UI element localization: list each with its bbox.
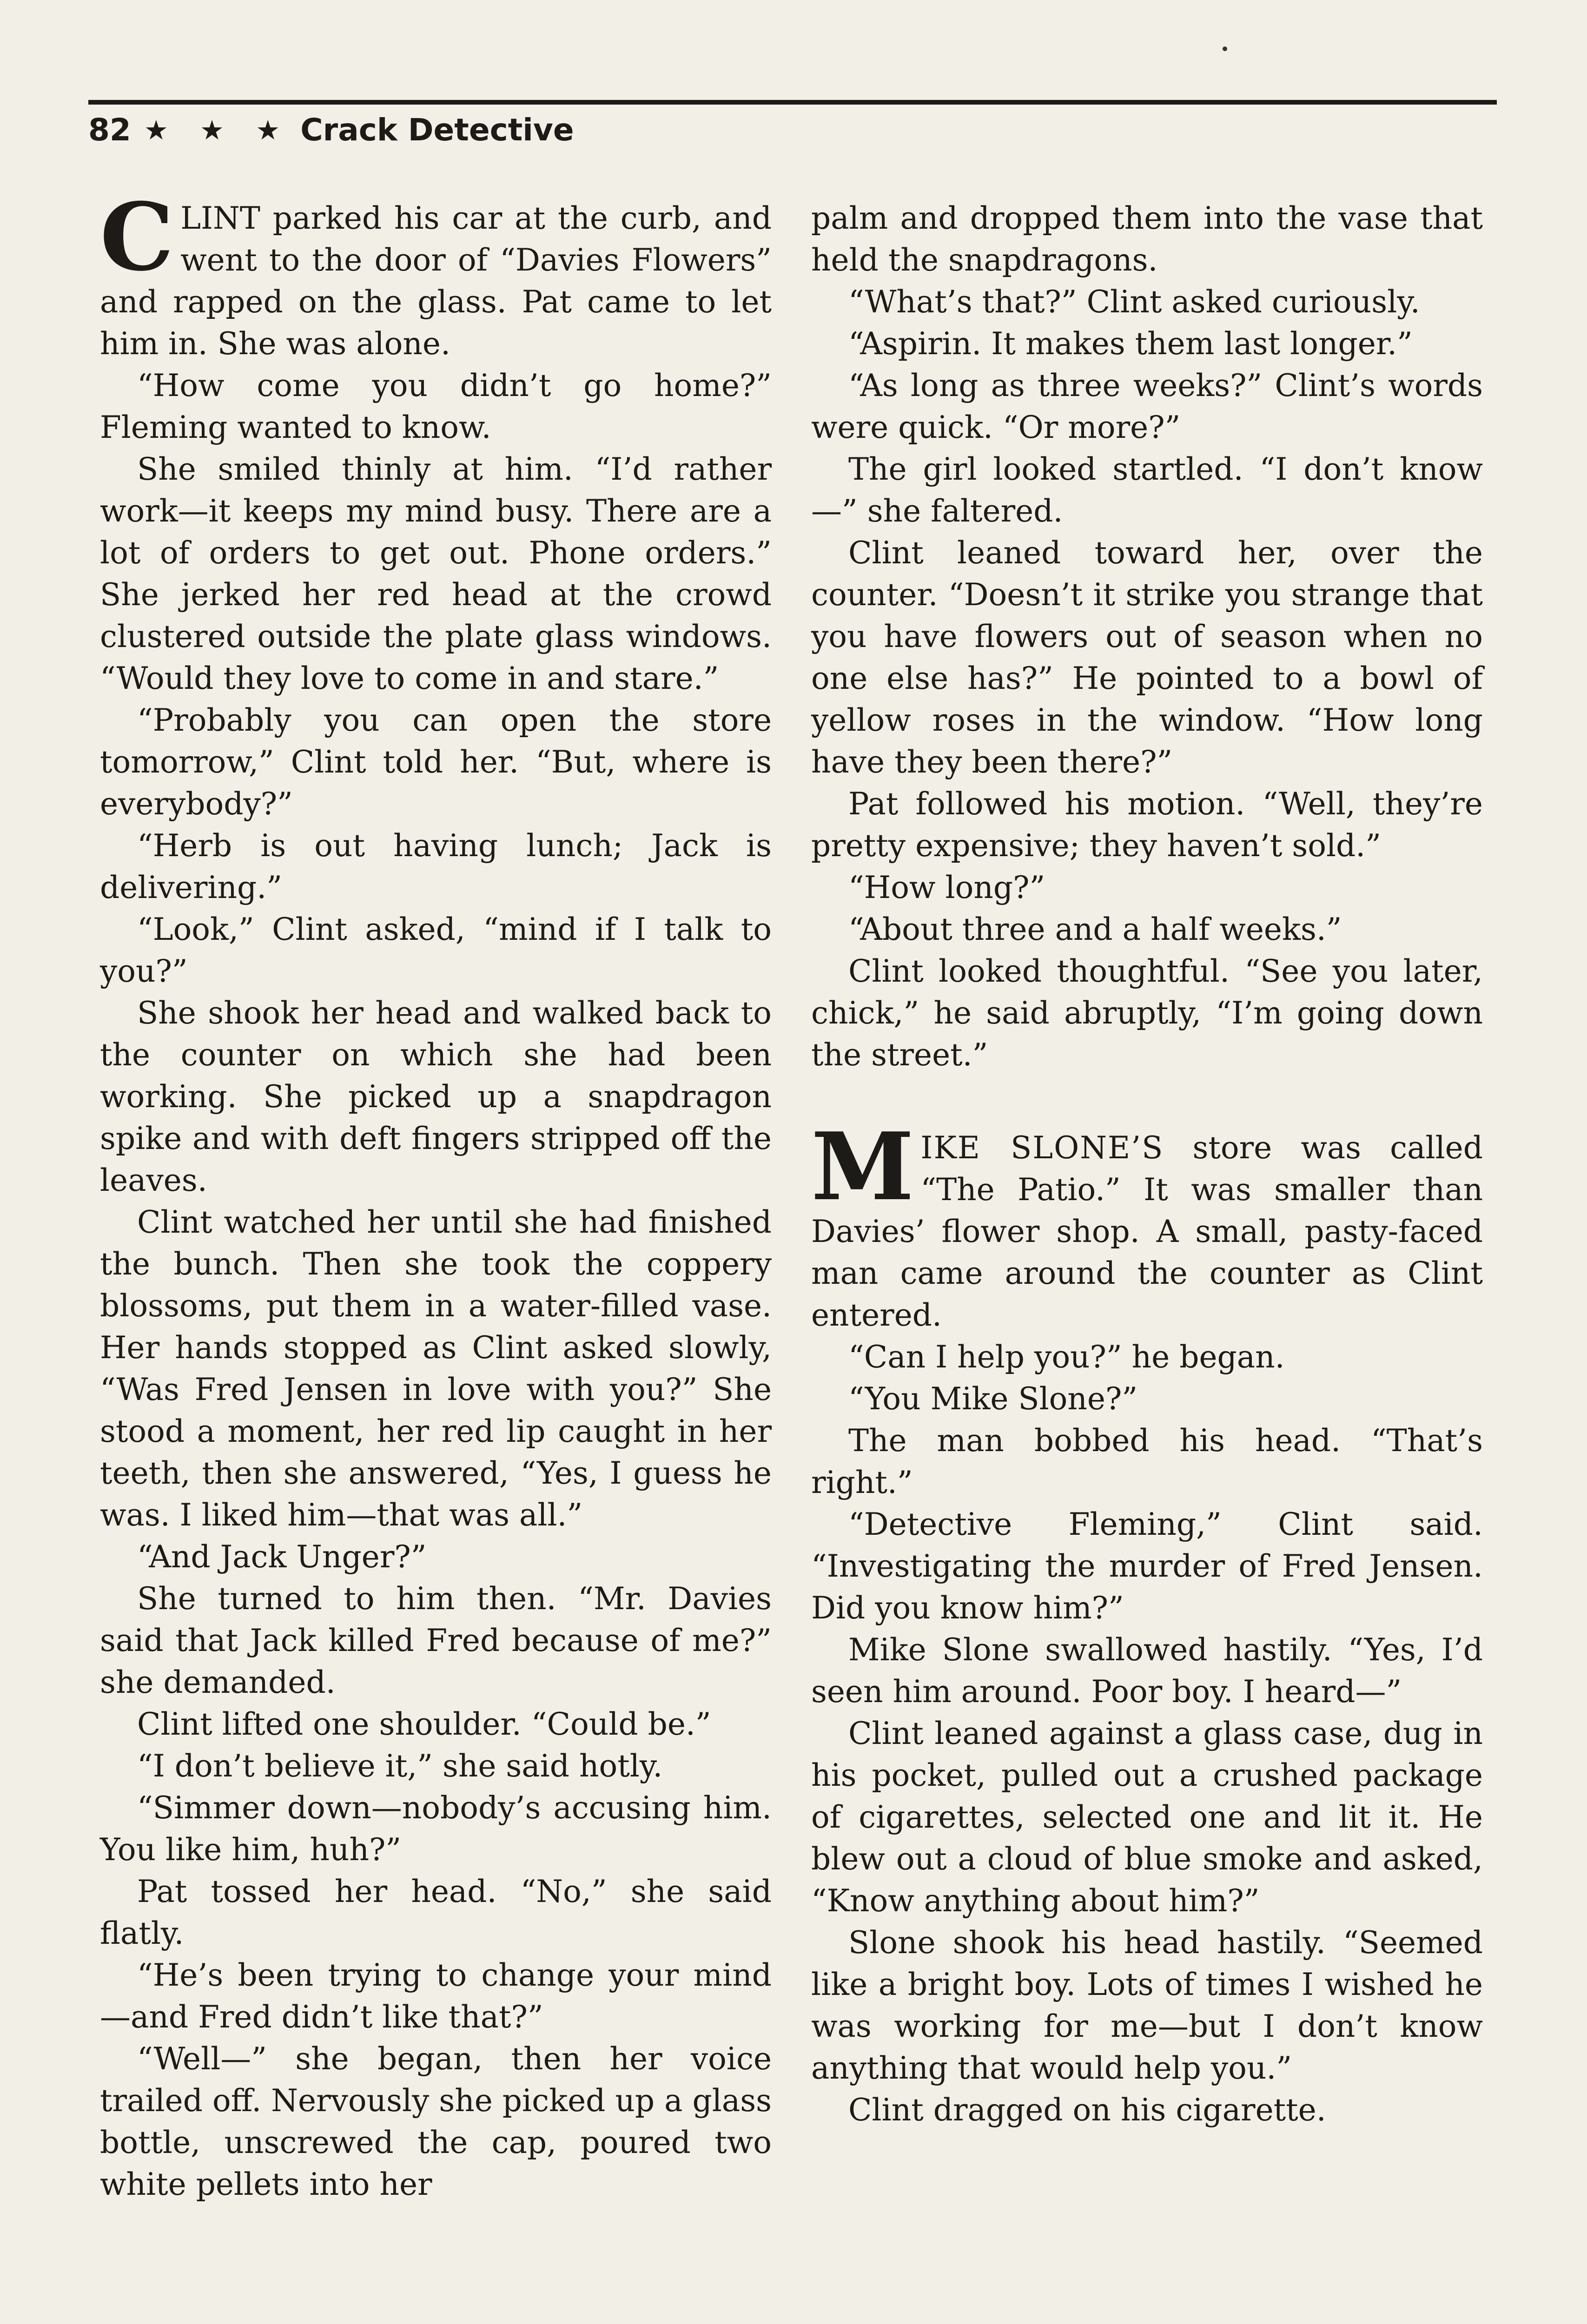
paragraph-text: Mike Slone swallowed hastily. “Yes, I’d seen him around. Poor boy. I heard—” xyxy=(811,1632,1483,1710)
paragraph-text: Pat tossed her head. “No,” she said flatly. xyxy=(100,1874,772,1951)
paragraph xyxy=(811,783,1483,867)
paragraph xyxy=(811,951,1483,1076)
page-number: 82 xyxy=(88,112,131,148)
paragraph xyxy=(100,700,772,825)
paragraph-text: Clint leaned toward her, over the counter. “Doesn’t it strike you strange that you have flowers out of season when no one else has?” He pointed to a bowl of yellow roses in the window. “How long have they been there?” xyxy=(811,535,1483,780)
paragraph-text: store was called “The Patio.” It was smaller than Davies’ flower shop. A small, pasty-faced man came around the counter as Clint entered. xyxy=(811,1130,1483,1333)
paragraph-text: Clint watched her until she had finished the bunch. Then she took the coppery blossoms, put them in a water-filled vase. Her hands stopped as Clint asked slowly, “Was Fred Jensen in love with you?” She stood a moment, her red lip caught in her teeth, then she answered, “Yes, I guess he was. I liked him—that was all.” xyxy=(100,1204,772,1533)
paragraph xyxy=(811,532,1483,783)
paragraph xyxy=(100,1578,772,1703)
paragraph-text: “You Mike Slone?” xyxy=(848,1381,1138,1417)
paragraph xyxy=(811,1336,1483,1378)
paragraph-text: “What’s that?” Clint asked curiously. xyxy=(848,284,1420,320)
paragraph-text: She turned to him then. “Mr. Davies said that Jack killed Fred because of me?” she demanded. xyxy=(100,1581,772,1700)
paragraph xyxy=(100,1202,772,1536)
paragraph-text: Clint looked thoughtful. “See you later, chick,” he said abruptly, “I’m going down the street.” xyxy=(811,953,1483,1073)
paragraph-text: Clint dragged on his cigarette. xyxy=(848,2092,1326,2128)
paragraph xyxy=(100,1954,772,2038)
paragraph xyxy=(811,198,1483,281)
paragraph-text: The man bobbed his head. “That’s right.” xyxy=(811,1423,1483,1500)
paragraph-text: “Well—” she began, then her voice trailed off. Nervously she picked up a glass bottle, unscrewed the cap, poured two white pellets into her xyxy=(100,2041,772,2202)
paragraph-text: “Look,” Clint asked, “mind if I talk to you?” xyxy=(100,911,772,989)
paragraph xyxy=(100,1703,772,1745)
left-column xyxy=(100,183,772,2205)
paragraph-text: She smiled thinly at him. “I’d rather work—it keeps my mind busy. There are a lot of orders to get out. Phone orders.” She jerked her red head at the crowd clustered outside the plate glass windows. “Would they love to come in and stare.” xyxy=(100,451,772,696)
paragraph xyxy=(811,1112,1483,1336)
paragraph-text: “Detective Fleming,” Clint said. “Investigating the murder of Fred Jensen. Did you know him?” xyxy=(811,1506,1483,1626)
paragraph xyxy=(811,909,1483,951)
drop-cap: M xyxy=(811,1112,914,1221)
page-header xyxy=(88,100,1497,156)
paragraph xyxy=(100,183,772,365)
paragraph xyxy=(811,1504,1483,1629)
paragraph-text: Clint lifted one shoulder. “Could be.” xyxy=(137,1706,711,1742)
paragraph xyxy=(811,281,1483,323)
paragraph xyxy=(100,1745,772,1787)
paragraph xyxy=(811,1420,1483,1504)
paragraph xyxy=(811,1378,1483,1420)
paragraph xyxy=(100,1536,772,1578)
paragraph-text: “Can I help you?” he began. xyxy=(848,1339,1285,1375)
paragraph xyxy=(100,992,772,1202)
paragraph xyxy=(811,1629,1483,1713)
paragraph-text: Clint leaned against a glass case, dug in his pocket, pulled out a crushed package of cigarettes, selected one and lit it. He blew out a cloud of blue smoke and asked, “Know anything about him?” xyxy=(811,1716,1483,1919)
paragraph xyxy=(100,449,772,700)
paragraph-text: “About three and a half weeks.” xyxy=(848,911,1342,947)
paragraph xyxy=(811,1922,1483,2089)
paragraph xyxy=(100,365,772,449)
paragraph xyxy=(100,909,772,992)
paragraph-text: LINT parked his car at the curb, and went to the door of “Davies Flowers” and rapped on the glass. Pat came to let him in. She was alone. xyxy=(100,200,772,362)
paragraph xyxy=(811,1713,1483,1922)
lead-in-caps: IKE SLONE’S xyxy=(920,1130,1164,1166)
star-icons: ★ ★ ★ xyxy=(144,114,291,146)
paragraph-text: palm and dropped them into the vase that held the snapdragons. xyxy=(811,200,1483,278)
paragraph-text: “Aspirin. It makes them last longer.” xyxy=(848,326,1413,362)
paragraph-text: “Simmer down—nobody’s accusing him. You like him, huh?” xyxy=(100,1790,772,1868)
magazine-title: Crack Detective xyxy=(300,112,574,148)
paragraph-text: “How come you didn’t go home?” Fleming wanted to know. xyxy=(100,368,772,445)
paragraph xyxy=(811,867,1483,909)
print-speck xyxy=(1223,46,1227,51)
paragraph xyxy=(100,1787,772,1871)
paragraph-text: Slone shook his head hastily. “Seemed like a bright boy. Lots of times I wished he was working for me—but I don’t know anything that would help you.” xyxy=(811,1925,1483,2086)
paragraph xyxy=(100,825,772,909)
paragraph-text: “I don’t believe it,” she said hotly. xyxy=(137,1748,663,1784)
paragraph-text: “As long as three weeks?” Clint’s words were quick. “Or more?” xyxy=(811,368,1483,445)
paragraph-text: She shook her head and walked back to the counter on which she had been working. She picked up a snapdragon spike and with deft fingers stripped off the leaves. xyxy=(100,995,772,1198)
paragraph xyxy=(811,2089,1483,2131)
paragraph-text: “He’s been trying to change your mind—and Fred didn’t like that?” xyxy=(100,1957,772,2035)
paragraph-text: “How long?” xyxy=(848,870,1045,905)
paragraph-text: Pat followed his motion. “Well, they’re pretty expensive; they haven’t sold.” xyxy=(811,786,1483,864)
paragraph xyxy=(100,2038,772,2205)
paragraph-text: “And Jack Unger?” xyxy=(137,1539,427,1575)
right-column xyxy=(811,198,1483,2131)
paragraph-text: “Herb is out having lunch; Jack is delivering.” xyxy=(100,828,772,905)
paragraph xyxy=(100,1871,772,1954)
paragraph-text: The girl looked startled. “I don’t know—” she faltered. xyxy=(811,451,1483,529)
paragraph xyxy=(811,323,1483,365)
paragraph-text: “Probably you can open the store tomorrow,” Clint told her. “But, where is everybody?” xyxy=(100,702,772,822)
paragraph xyxy=(811,365,1483,449)
drop-cap: C xyxy=(100,183,174,292)
paragraph xyxy=(811,449,1483,532)
